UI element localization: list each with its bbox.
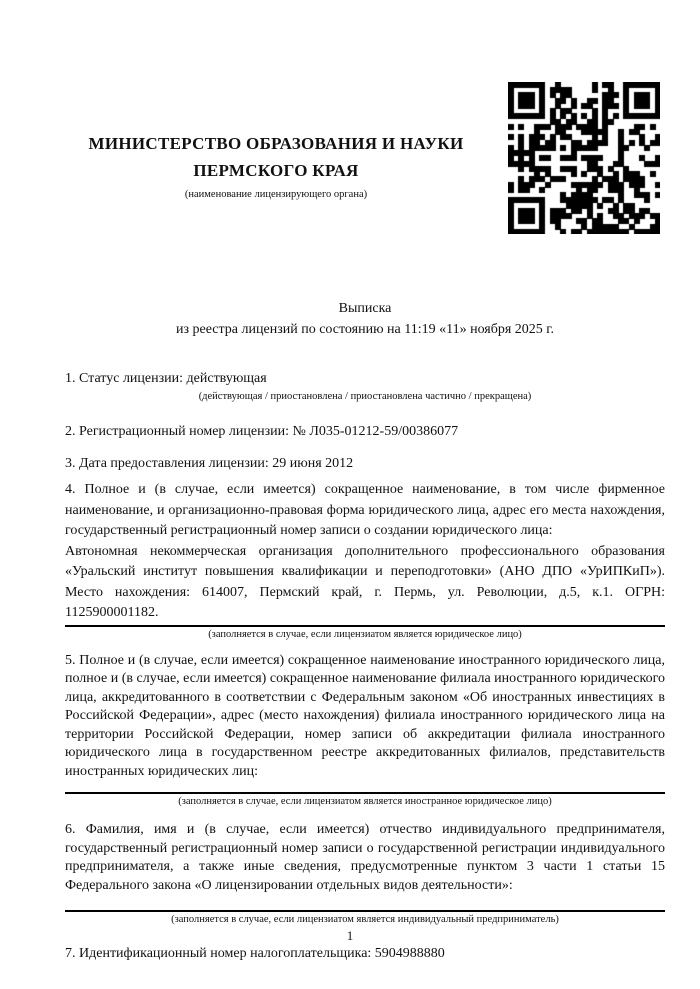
fill-line-divider	[65, 792, 665, 794]
item-1-license-status: 1. Статус лицензии: действующая	[65, 371, 267, 386]
ministry-caption: (наименование лицензирующего органа)	[184, 189, 368, 200]
item-5-empty-value	[65, 781, 665, 791]
item-4-caption: (заполняется в случае, если лицензиатом является юридическое лицо)	[208, 628, 522, 640]
item-5-foreign-entity	[65, 652, 665, 810]
item-6-prompt: 6. Фамилия, имя и (в случае, если имеется) отчество индивидуального предпринимателя, государственный регистрационный номер записи о государственной регистрации индивидуального предпринимателя, а также иные сведения, предусмотренные пунктом 3 части 1 статьи 15 Федерального закона «О лицензировании отдельных видов деятельности»:	[65, 822, 665, 893]
item-7-taxpayer-number: 7. Идентификационный номер налогоплательщика: 5904988880	[65, 946, 445, 961]
document-title-line2: из реестра лицензий по состоянию на 11:19 «11» ноября 2025 г.	[176, 322, 554, 337]
fill-line-divider	[65, 910, 665, 912]
document-title-line1: Выписка	[338, 301, 392, 316]
item-6-empty-value	[65, 895, 665, 909]
qr-code	[508, 82, 660, 234]
ministry-name-line2: ПЕРМСКОГО КРАЯ	[193, 161, 359, 180]
item-5-caption: (заполняется в случае, если лицензиатом является иностранное юридическое лицо)	[178, 796, 552, 807]
item-6-caption: (заполняется в случае, если лицензиатом является индивидуальный предприниматель)	[171, 914, 559, 925]
item-3-grant-date: 3. Дата предоставления лицензии: 29 июня 2012	[65, 456, 354, 471]
item-5-prompt: 5. Полное и (в случае, если имеется) сокращенное наименование иностранного юридического лица, полное и (в случае, если имеется) сокращенное наименование филиала иностранного юридического лица, аккредитованного в соответствии с Федеральным законом «Об иностранных инвестициях в Российской Федерации», адрес (место нахождения) филиала иностранного юридического лица на территории Российской Федерации, номер записи об аккредитации филиала иностранного юридического лица в государственном реестре аккредитованных филиалов, представительств иностранных юридических лиц:	[65, 652, 665, 779]
item-4-legal-entity	[65, 480, 665, 642]
document-body	[65, 298, 665, 964]
document-title	[65, 298, 665, 340]
qr-code-image	[508, 82, 660, 234]
item-1-status-options-caption: (действующая / приостановлена / приостановлена частично / прекращена)	[198, 391, 532, 402]
page-number: 1	[346, 928, 354, 943]
item-4-value: Автономная некоммерческая организация дополнительного профессионального образования «Уральский институт повышения квалификации и переподготовки» (АНО ДПО «УрИПКиП»). Место нахождения: 614007, Пермский край, г. Пермь, ул. Революции, д.5, к.1. ОГРН: 1125900001182.	[65, 543, 665, 620]
licensing-authority-header	[65, 130, 487, 201]
item-4-prompt: 4. Полное и (в случае, если имеется) сокращенное наименование, в том числе фирменное наименование, и организационно-правовая форма юридического лица, адрес его места нахождения, государственный регистрационный номер записи о создании юридического лица:	[65, 482, 665, 538]
ministry-name-line1: МИНИСТЕРСТВО ОБРАЗОВАНИЯ И НАУКИ	[88, 134, 464, 153]
item-6-entrepreneur	[65, 821, 665, 927]
item-2-registration-number: 2. Регистрационный номер лицензии: № Л035-01212-59/00386077	[65, 424, 459, 439]
fill-line-divider	[65, 625, 665, 627]
